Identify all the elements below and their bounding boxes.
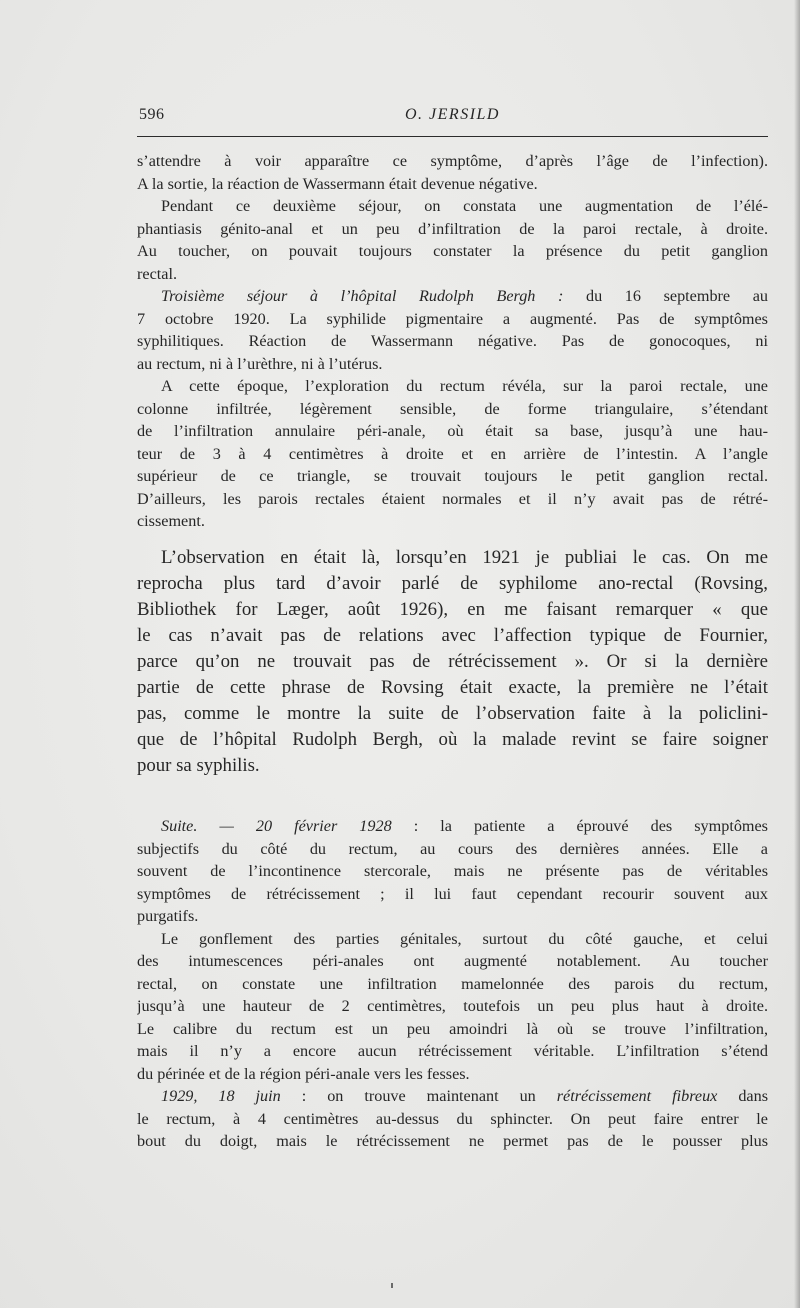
text-line: le cas n’avait pas de relations avec l’affection typique de Fournier, (137, 625, 768, 646)
text-line: subjectifs du côté du rectum, au cours des dernières années. Elle a (137, 839, 768, 858)
paragraph-4 (137, 375, 768, 533)
text-line: syphilitiques. Réaction de Wassermann négative. Pas de gonocoques, ni (137, 332, 768, 350)
header-rule (137, 136, 768, 137)
text-line: pour sa syphilis. (137, 755, 260, 776)
italic-lead: 1929, 18 juin (161, 1087, 281, 1105)
section-large-print (137, 545, 768, 779)
text-line (137, 815, 768, 838)
text-line: cissement. (137, 512, 205, 530)
paragraph-3 (137, 285, 768, 375)
text-line: D’ailleurs, les parois rectales étaient normales et il n’y avait pas de rétré- (137, 489, 768, 508)
text-line: rectal. (137, 264, 177, 283)
text-line (137, 285, 768, 308)
text-line: supérieur de ce triangle, se trouvait toujours le petit ganglion rectal. (137, 467, 768, 485)
text-line: de l’infiltration annulaire péri-anale, où était sa base, jusqu’à une hau- (137, 422, 768, 440)
section-small-print-2 (137, 815, 768, 1153)
text-line: Le calibre du rectum est un peu amoindri là où se trouve l’infiltration, (137, 1019, 768, 1038)
text-run: : la patiente a éprouvé des symptômes (391, 817, 768, 835)
text-run: : on trouve maintenant un (280, 1087, 557, 1105)
text-line: A cette époque, l’exploration du rectum révéla, sur la paroi rectale, une (161, 377, 768, 395)
text-line: Le gonflement des parties génitales, surtout du côté gauche, et celui (161, 929, 768, 948)
text-run: dans (717, 1087, 768, 1105)
italic-lead: Suite. — 20 février 1928 (161, 817, 392, 835)
text-line: A la sortie, la réaction de Wassermann était devenue négative. (137, 174, 538, 193)
text-line: pas, comme le montre la suite de l’observation faite à la policlini- (137, 703, 768, 724)
text-line: colonne infiltrée, légèrement sensible, de forme triangulaire, s’étendant (137, 399, 768, 418)
text-line: du périnée et de la région péri-anale vers les fesses. (137, 1064, 470, 1083)
text-line: partie de cette phrase de Rovsing était exacte, la première ne l’était (137, 677, 768, 698)
running-head (137, 100, 768, 134)
text-line: bout du doigt, mais le rétrécissement ne permet pas de le pousser plus (137, 1132, 768, 1150)
text-line: 7 octobre 1920. La syphilide pigmentaire a augmenté. Pas de symptômes (137, 309, 768, 328)
text-line: L’observation en était là, lorsqu’en 1921 je publiai le cas. On me (161, 547, 768, 568)
text-line: le rectum, à 4 centimètres au-dessus du sphincter. On peut faire entrer le (137, 1109, 768, 1128)
print-speck (391, 1283, 393, 1288)
text-line: phantiasis génito-anal et un peu d’infiltration de la paroi rectale, à droite. (137, 219, 768, 238)
text-line: mais il n’y a encore aucun rétrécissement véritable. L’infiltration s’étend (137, 1042, 768, 1060)
paragraph-1 (137, 150, 768, 195)
text-line (137, 1085, 768, 1108)
text-line: jusqu’à une hauteur de 2 centimètres, toutefois un peu plus haut à droite. (137, 997, 768, 1015)
text-line: symptômes de rétrécissement ; il lui faut cependant recourir souvent aux (137, 884, 768, 903)
section-small-print-1 (137, 150, 768, 533)
text-line: Pendant ce deuxième séjour, on constata une augmentation de l’élé- (161, 197, 768, 215)
paragraph-7 (137, 928, 768, 1086)
text-line: Au toucher, on pouvait toujours constater la présence du petit ganglion (137, 242, 768, 260)
text-line: parce qu’on ne trouvait pas de rétrécissement ». Or si la dernière (137, 651, 768, 672)
text-run: du 16 septembre au (563, 287, 768, 305)
text-line: rectal, on constate une infiltration mamelonnée des parois du rectum, (137, 974, 768, 993)
text-line: reprocha plus tard d’avoir parlé de syphilome ano-rectal (Rovsing, (137, 573, 768, 594)
paragraph-2 (137, 195, 768, 285)
paragraph-5 (137, 545, 768, 779)
text-line: s’attendre à voir apparaître ce symptôme, d’après l’âge de l’infection). (137, 152, 768, 170)
page-edge-shadow (794, 0, 800, 1308)
text-line: que de l’hôpital Rudolph Bergh, où la malade revint se faire soigner (137, 729, 768, 750)
text-line: des intumescences péri-anales ont augmenté notablement. Au toucher (137, 952, 768, 970)
page-number: 596 (139, 106, 165, 123)
text-line: au rectum, ni à l’urèthre, ni à l’utérus. (137, 354, 383, 373)
text-line: purgatifs. (137, 907, 199, 925)
italic-term: rétrécissement fibreux (556, 1087, 718, 1105)
italic-lead: Troisième séjour à l’hôpital Rudolph Bergh : (161, 287, 564, 305)
paragraph-8 (137, 1085, 768, 1153)
text-line: teur de 3 à 4 centimètres à droite et en arrière de l’intestin. A l’angle (137, 444, 768, 463)
running-title: O. JERSILD (405, 106, 500, 123)
paragraph-6 (137, 815, 768, 928)
text-line: souvent de l’incontinence stercorale, mais ne présente pas de véritables (137, 862, 768, 880)
text-line: Bibliothek for Læger, août 1926), en me faisant remarquer « que (137, 599, 768, 620)
